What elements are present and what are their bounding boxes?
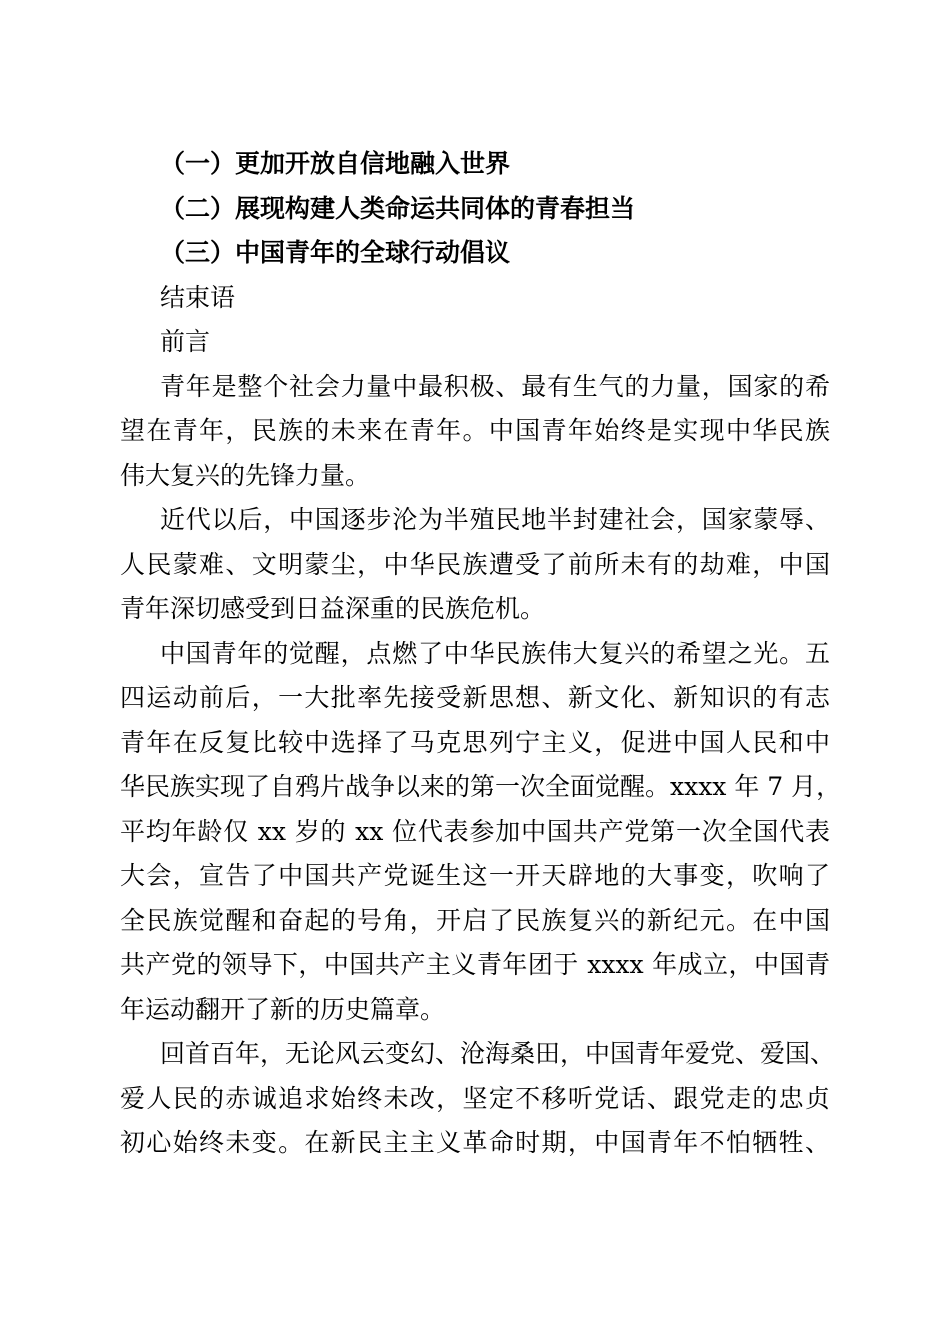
paragraph-line: 全民族觉醒和奋起的号角，开启了民族复兴的新纪元。在中国 bbox=[120, 905, 830, 935]
toc-item-3: （三）中国青年的全球行动倡议 bbox=[160, 238, 511, 267]
paragraph-4 bbox=[120, 1032, 836, 1166]
paragraph-line: 望在青年，民族的未来在青年。中国青年始终是实现中华民族 bbox=[120, 416, 830, 445]
paragraph-line: 中国青年的觉醒，点燃了中华民族伟大复兴的希望之光。五 bbox=[160, 638, 830, 668]
paragraph-line: 人民蒙难、文明蒙尘，中华民族遭受了前所未有的劫难，中国 bbox=[120, 549, 830, 579]
paragraph-line: 年运动翻开了新的历史篇章。 bbox=[120, 994, 446, 1024]
toc-item-2: （二）展现构建人类命运共同体的青春担当 bbox=[160, 193, 636, 223]
toc-item-1: （一）更加开放自信地融入世界 bbox=[160, 149, 511, 178]
paragraph-line: 大会，宣告了中国共产党诞生这一开天辟地的大事变，吹响了 bbox=[120, 861, 830, 890]
paragraph-2 bbox=[120, 498, 830, 632]
paragraph-line: 青年深切感受到日益深重的民族危机。 bbox=[120, 594, 546, 623]
preface-heading: 前言 bbox=[160, 327, 211, 356]
paragraph-line: 近代以后，中国逐步沦为半殖民地半封建社会，国家蒙辱、 bbox=[160, 505, 830, 534]
paragraph-line: 爱人民的赤诚追求始终未改，坚定不移听党话、跟党走的忠贞 bbox=[120, 1083, 830, 1113]
paragraph-line: 四运动前后，一大批率先接受新思想、新文化、新知识的有志 bbox=[120, 683, 830, 712]
paragraph-line: 初心始终未变。在新民主主义革命时期，中国青年不怕牺牲、 bbox=[120, 1128, 830, 1157]
paragraph-line: 华民族实现了自鸦片战争以来的第一次全面觉醒。xxxx 年 7 月， bbox=[120, 772, 842, 801]
paragraph-line: 伟大复兴的先锋力量。 bbox=[120, 460, 371, 490]
paragraph-line: 青年在反复比较中选择了马克思列宁主义，促进中国人民和中 bbox=[120, 727, 830, 757]
conclusion-heading: 结束语 bbox=[160, 282, 236, 312]
paragraph-line: 青年是整个社会力量中最积极、最有生气的力量，国家的希 bbox=[160, 371, 830, 401]
paragraph-line: 回首百年，无论风云变幻、沧海桑田，中国青年爱党、爱国、 bbox=[160, 1039, 836, 1068]
document-body bbox=[120, 142, 842, 1166]
paragraph-1 bbox=[120, 365, 830, 499]
paragraph-line: 共产党的领导下，中国共产主义青年团于 xxxx 年成立，中国青 bbox=[120, 950, 830, 979]
paragraph-3 bbox=[120, 632, 842, 1033]
paragraph-line: 平均年龄仅 xx 岁的 xx 位代表参加中国共产党第一次全国代表 bbox=[120, 816, 830, 846]
